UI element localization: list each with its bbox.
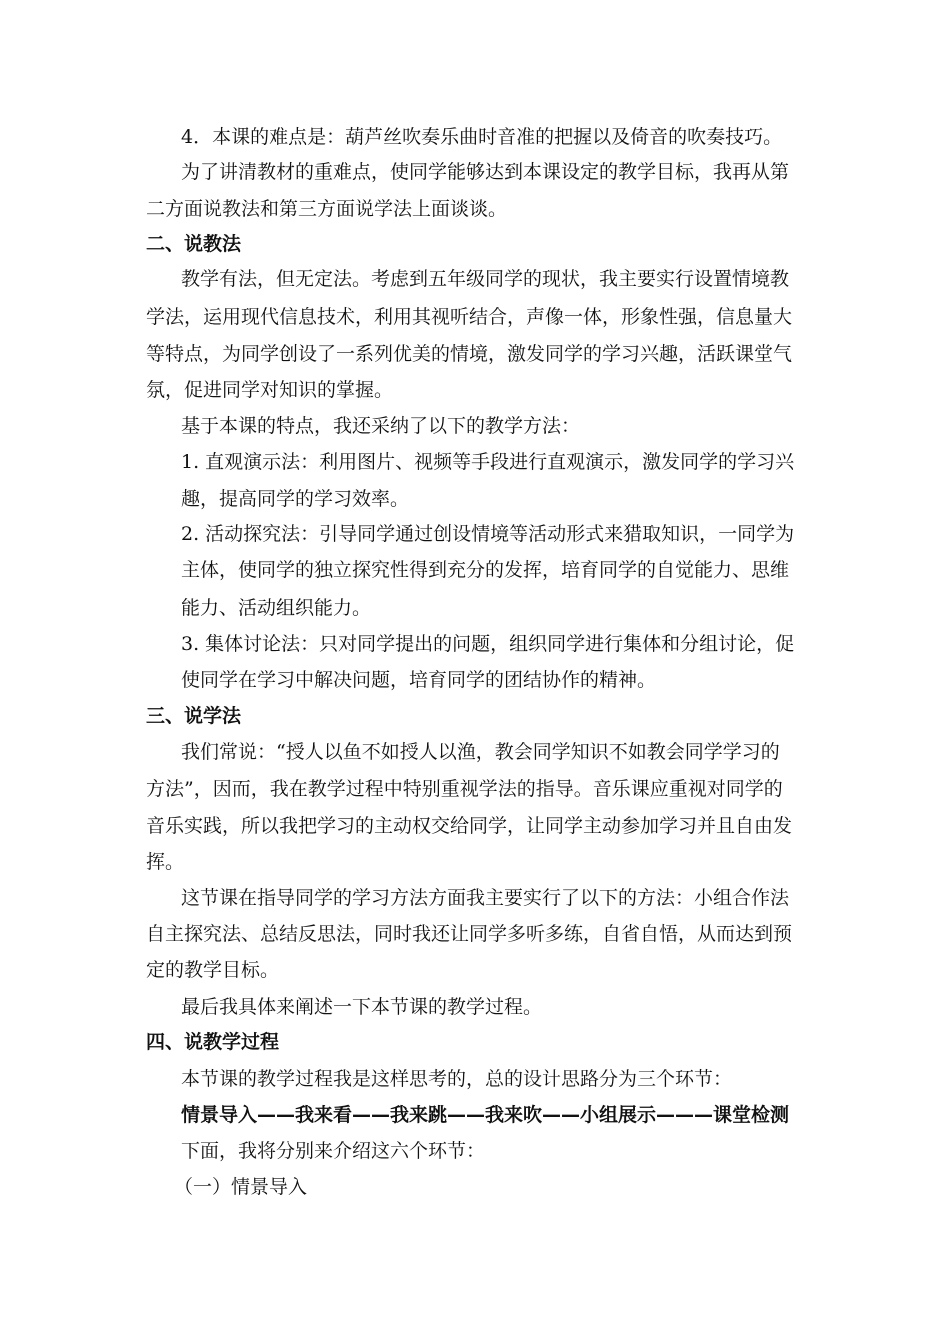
paragraph-line: 主体，使同学的独立探究性得到充分的发挥，培育同学的自觉能力、思维 [181, 559, 790, 581]
paragraph-line: 本节课的教学过程我是这样思考的，总的设计思路分为三个环节： [181, 1068, 733, 1090]
paragraph-line: 最后我具体来阐述一下本节课的教学过程。 [181, 996, 543, 1018]
paragraph-line: 能力、活动组织能力。 [181, 597, 372, 619]
paragraph-line: 下面，我将分别来介绍这六个环节： [181, 1140, 486, 1162]
paragraph-line: 氛，促进同学对知识的掌握。 [146, 379, 394, 401]
list-item: 2. 活动探究法：引导同学通过创设情境等活动形式来猎取知识，一同学为 [181, 523, 795, 545]
paragraph-line: 为了讲清教材的重难点，使同学能够达到本课设定的教学目标，我再从第 [181, 161, 790, 183]
process-flow-line: 情景导入——我来看——我来跳——我来吹——小组展示———课堂检测 [181, 1104, 790, 1126]
paragraph-line: 等特点，为同学创设了一系列优美的情境，激发同学的学习兴趣，活跃课堂气 [146, 343, 793, 365]
paragraph-line: 挥。 [146, 851, 185, 873]
paragraph-line: 趣，提高同学的学习效率。 [181, 488, 410, 510]
subsection-heading: （一）情景导入 [174, 1176, 308, 1198]
list-item: 3. 集体讨论法：只对同学提出的问题，组织同学进行集体和分组讨论，促 [181, 633, 795, 655]
paragraph-line: 教学有法，但无定法。考虑到五年级同学的现状，我主要实行设置情境教 [181, 268, 790, 290]
section-heading: 四、说教学过程 [146, 1031, 280, 1053]
paragraph-line: 自主探究法、总结反思法，同时我还让同学多听多练，自省自悟，从而达到预 [146, 923, 793, 945]
paragraph-line: 学法，运用现代信息技术，利用其视听结合，声像一体，形象性强，信息量大 [146, 306, 793, 328]
list-item: 1. 直观演示法：利用图片、视频等手段进行直观演示，激发同学的学习兴 [181, 451, 795, 473]
paragraph-line: 我们常说：“授人以鱼不如授人以渔，教会同学知识不如教会同学学习的 [181, 741, 780, 763]
paragraph-line: 4．本课的难点是：葫芦丝吹奏乐曲时音准的把握以及倚音的吹奏技巧。 [181, 126, 783, 148]
paragraph-line: 方法”，因而，我在教学过程中特别重视学法的指导。音乐课应重视对同学的 [146, 778, 783, 800]
section-heading: 二、说教法 [146, 233, 242, 255]
paragraph-line: 定的教学目标。 [146, 959, 280, 981]
paragraph-line: 基于本课的特点，我还采纳了以下的教学方法： [181, 415, 581, 437]
section-heading: 三、说学法 [146, 705, 242, 727]
paragraph-line: 这节课在指导同学的学习方法方面我主要实行了以下的方法：小组合作法 [181, 887, 790, 909]
paragraph-line: 二方面说教法和第三方面说学法上面谈谈。 [146, 198, 508, 220]
paragraph-line: 使同学在学习中解决问题，培育同学的团结协作的精神。 [181, 669, 657, 691]
paragraph-line: 音乐实践，所以我把学习的主动权交给同学，让同学主动参加学习并且自由发 [146, 815, 793, 837]
